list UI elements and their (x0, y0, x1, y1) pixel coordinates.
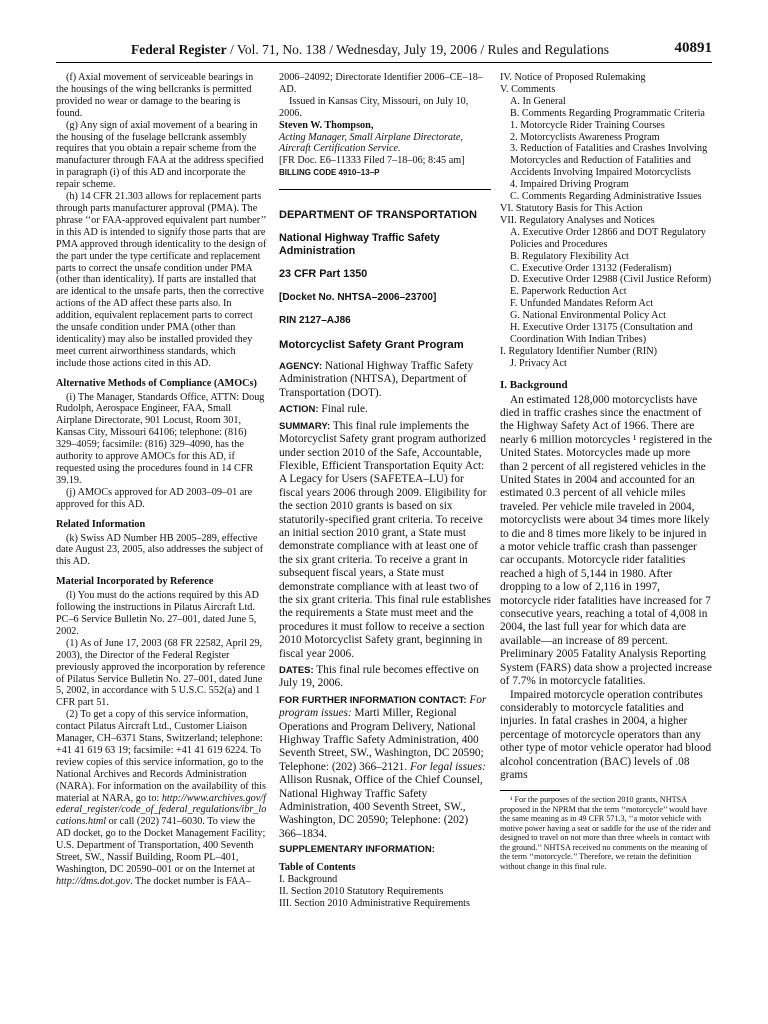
toc-item: A. Executive Order 12866 and DOT Regulatory Policies and Procedures (510, 226, 706, 250)
toc-item: B. Regulatory Flexibility Act (510, 250, 629, 262)
toc-item: 3. Reduction of Fatalities and Crashes Involving Motorcycles and Reduction of Fatalities and Accidents Involving Impaired Motorcyclists (510, 143, 708, 179)
para-l: (l) You must do the actions required by this AD following the instructions in Pilatus Aircraft Ltd. PC–6 Service Bulletin No. 27–001, dated June 5, 2002. (56, 590, 259, 637)
column-1 (56, 72, 267, 888)
toc-item: J. Privacy Act (510, 357, 567, 369)
toc-item: II. Section 2010 Statutory Requirements (279, 886, 444, 897)
para-k: (k) Swiss AD Number HB 2005–289, effective date August 23, 2005, also addresses the subject of this AD. (56, 532, 264, 568)
billing-code: BILLING CODE 4910–13–P (279, 168, 380, 178)
para-i: (i) The Manager, Standards Office, ATTN: Doug Rudolph, Aerospace Engineer, FAA, Small Airplane Directorate, 901 Locust, Room 301, Kansas City, Missouri 64106; telephone: (816) 329–4059; facsimile: (816) 329–4090, has the authority to approve AMOCs for this AD, if requested using the procedures found in 14 CFR 39.19. (56, 391, 265, 486)
toc-list-part1 (279, 874, 491, 910)
department-heading: DEPARTMENT OF TRANSPORTATION (279, 209, 477, 222)
toc-item: F. Unfunded Mandates Reform Act (510, 298, 654, 310)
footnote-rule (500, 790, 560, 791)
action-para: ACTION: Final rule. (279, 403, 368, 416)
issue-info: / Vol. 71, No. 138 / Wednesday, July 19, 2006 / Rules and Regulations (226, 42, 609, 57)
heading-related: Related Information (56, 518, 146, 530)
para-l2 (56, 709, 267, 888)
para-f: (f) Axial movement of serviceable bearings in the housings of the wing bellcranks is permitted provided no wear or damage to the bearing is found. (56, 72, 254, 119)
toc-item: 2. Motorcyclists Awareness Program (510, 131, 660, 143)
para-l2-c: . The docket number is FAA– (130, 875, 251, 887)
column-3 (500, 72, 712, 871)
para-l2-b: or call (202) 741–6030. To view the AD docket, go to the Docket Management Facility; U.S. Department of Transportation, 400 Seventh Street, SW., Nassif Building, Room PL–401, Washington, DC 20590–001 or on the Internet at (56, 816, 266, 875)
heading-amoc: Alternative Methods of Compliance (AMOCs) (56, 377, 257, 389)
toc-item: G. National Environmental Policy Act (510, 310, 666, 322)
signer-name: Steven W. Thompson, (279, 119, 374, 131)
agency-para: AGENCY: National Highway Traffic Safety Administration (NHTSA), Department of Transportation (DOT). (279, 360, 474, 399)
background-heading: I. Background (500, 378, 568, 391)
dates-para: DATES: This final rule becomes effective on July 19, 2006. (279, 664, 479, 690)
footnote: ¹ For the purposes of the section 2010 grants, NHTSA proposed in the NPRM that the term ‘‘motorcycle’’ would have the same meaning as in 49 CFR 571.3, ‘‘a motor vehicle with motive power having a seat or saddle for the use of the rider and designed to travel on not more than three wheels in contact with the ground.’’ NHTSA received no comments on the meaning of the term ‘‘motorcycle.’’ Therefore, we retain the definition without change in this final rule. (500, 795, 711, 871)
page-number: 40891 (674, 40, 712, 56)
toc-item: 1. Motorcycle Rider Training Courses (510, 119, 665, 131)
toc-item: E. Paperwork Reduction Act (510, 286, 627, 298)
toc-item: VII. Regulatory Analyses and Notices (500, 214, 655, 226)
fr-doc: [FR Doc. E6–11333 Filed 7–18–06; 8:45 am] (279, 155, 465, 167)
toc-item: A. In General (510, 95, 566, 107)
toc-item: C. Executive Order 13132 (Federalism) (510, 262, 672, 274)
signer-title: Acting Manager, Small Airplane Directorate, Aircraft Certification Service. (279, 131, 463, 155)
divider (279, 189, 491, 190)
para-l1: (1) As of June 17, 2003 (68 FR 22582, April 29, 2003), the Director of the Federal Register previously approved the incorporation by reference of Pilatus Service Bulletin No. 27–001, dated June 5, 2002, in accordance with 5 U.S.C. 552(a) and 1 CFR part 51. (56, 637, 266, 709)
para-j: (j) AMOCs approved for AD 2003–09–01 are approved for this AD. (56, 486, 253, 510)
heading-material: Material Incorporated by Reference (56, 576, 214, 588)
dms-link[interactable]: http://dms.dot.gov (56, 875, 131, 887)
toc-item: D. Executive Order 12988 (Civil Justice Reform) (510, 274, 712, 286)
toc-item: III. Section 2010 Administrative Requirements (279, 897, 470, 909)
toc-item: I. Regulatory Identifier Number (RIN) (500, 345, 658, 357)
register-name: Federal Register (131, 42, 227, 57)
background-para-1: An estimated 128,000 motorcyclists have died in traffic crashes since the enactment of the Highway Safety Act of 1966. There are nearly 6 million motorcycles ¹ registered in the United States. Motorcycles made up more than 2 percent of all registered vehicles in the United States in 2004 and accounted for an estimated 0.3 percent of all vehicle miles traveled. Per vehicle mile traveled in 2004, motorcyclists were about 34 times more likely to die and 8 times more likely to be injured in a motor vehicle traffic crash than passenger car occupants. Motorcycle rider fatalities reached a high of 5,144 in 1980. After dropping to a low of 2,116 in 1997, motorcycle rider fatalities have increased for 7 consecutive years, reaching a total of 4,008 in 2004, the last full year for which data are available—an increase of 89 percent. Preliminary 2005 Fatality Analysis Reporting System (FARS) data show a projected increase of 7.7% in motorcycle fatalities. (500, 393, 713, 688)
background-para-2: Impaired motorcycle operation contributes considerably to motorcycle fatalities and injuries. In fatal crashes in 2004, a higher percentage of motorcycle operators than any other type of motor vehicle operator had blood alcohol concentration (BAC) levels of .08 grams (500, 688, 712, 781)
agency-name: National Highway Traffic Safety Administration (279, 232, 440, 258)
supplementary-label: SUPPLEMENTARY INFORMATION: (279, 844, 435, 856)
toc-item: IV. Notice of Proposed Rulemaking (500, 72, 646, 83)
toc-list-part2 (500, 72, 712, 370)
page-header (56, 40, 712, 63)
para-g: (g) Any sign of axial movement of a bearing in the housing of the fuselage bellcrank assembly requires that you obtain a repair scheme from the manufacturer through FAA at the address specified in paragraph (i) of this AD and incorporate the repair scheme. (56, 119, 264, 191)
rule-title: Motorcyclist Safety Grant Program (279, 339, 464, 352)
contact-para: FOR FURTHER INFORMATION CONTACT: For program issues: Marti Miller, Regional Operations and Program Delivery, National Highway Traffic Safety Administration, 400 Seventh Street, SW., Washington, DC 20590; Telephone: (202) 366–2121. For legal issues: Allison Rusnak, Office of the Chief Counsel, National Highway Traffic Safety Administration, 400 Seventh Street, SW., Washington, DC 20590; Telephone: (202) 366–1834. (279, 693, 487, 840)
header-title (131, 42, 609, 58)
docket-continued: 2006–24092; Directorate Identifier 2006–CE–18–AD. (279, 72, 483, 95)
para-h: (h) 14 CFR 21.303 allows for replacement parts through parts manufacturer approval (PMA). The phrase ‘‘or FAA-approved equivalent part number’’ in this AD is intended to signify those parts that are PMA approved through identicality to the design of the part under the type certificate and replacement parts to correct the unsafe condition under PMA (other than identicality). If parts are installed that are identical to the unsafe parts, then the corrective actions of the AD affect these parts also. In addition, equivalent replacement parts to correct the unsafe condition under PMA (other than identicality) may also be installed provided they meet current airworthiness standards, which include those actions cited in this AD. (56, 191, 267, 369)
cfr-part: 23 CFR Part 1350 (279, 268, 368, 281)
toc-item: I. Background (279, 874, 338, 886)
toc-item: C. Comments Regarding Administrative Issues (510, 191, 702, 203)
nara-link[interactable]: http://www.archives.gov/federal_register/code_of_federal_regulations/ibr_locations.html (56, 792, 267, 828)
toc-item: B. Comments Regarding Programmatic Criteria (510, 107, 705, 119)
issued-line: Issued in Kansas City, Missouri, on July 10, 2006. (279, 95, 469, 119)
summary-para: SUMMARY: This final rule implements the Motorcyclist Safety grant program authorized under section 2010 of the Safe, Accountable, Flexible, Efficient Transportation Equity Act: A Legacy for Users (SAFETEA–LU) for fiscal years 2006 through 2009. Eligibility for the section 2010 grants is based on six statutorily-specified grant criteria. To receive an initial section 2010 grant, a State must demonstrate compliance with at least one of the six grant criteria. To receive a grant in subsequent fiscal years, a State must demonstrate compliance with at least two of the six grant criteria. This final rule establishes the requirements a State must meet and the procedures it must follow to receive a section 2010 Motorcyclist Safety grant, beginning in fiscal year 2006. (279, 419, 491, 660)
docket-number: [Docket No. NHTSA–2006–23700] (279, 292, 437, 304)
rin-number: RIN 2127–AJ86 (279, 315, 351, 327)
toc-item: H. Executive Order 13175 (Consultation and Coordination With Indian Tribes) (510, 322, 693, 345)
toc-item: 4. Impaired Driving Program (510, 179, 629, 191)
para-l2-a: (2) To get a copy of this service information, contact Pilatus Aircraft Ltd., Customer Liaison Manager, CH–6371 Stans, Switzerland; telephone: +41 41 619 63 19; facsimile: +41 41 619 6224. To review copies of this service information, go to the National Archives and Records Administration (NARA). For information on the availability of this material at NARA, go to: (56, 709, 266, 804)
toc-item: VI. Statutory Basis for This Action (500, 202, 643, 214)
toc-title: Table of Contents (279, 862, 356, 874)
column-2 (279, 72, 491, 910)
toc-item: V. Comments (500, 83, 556, 95)
